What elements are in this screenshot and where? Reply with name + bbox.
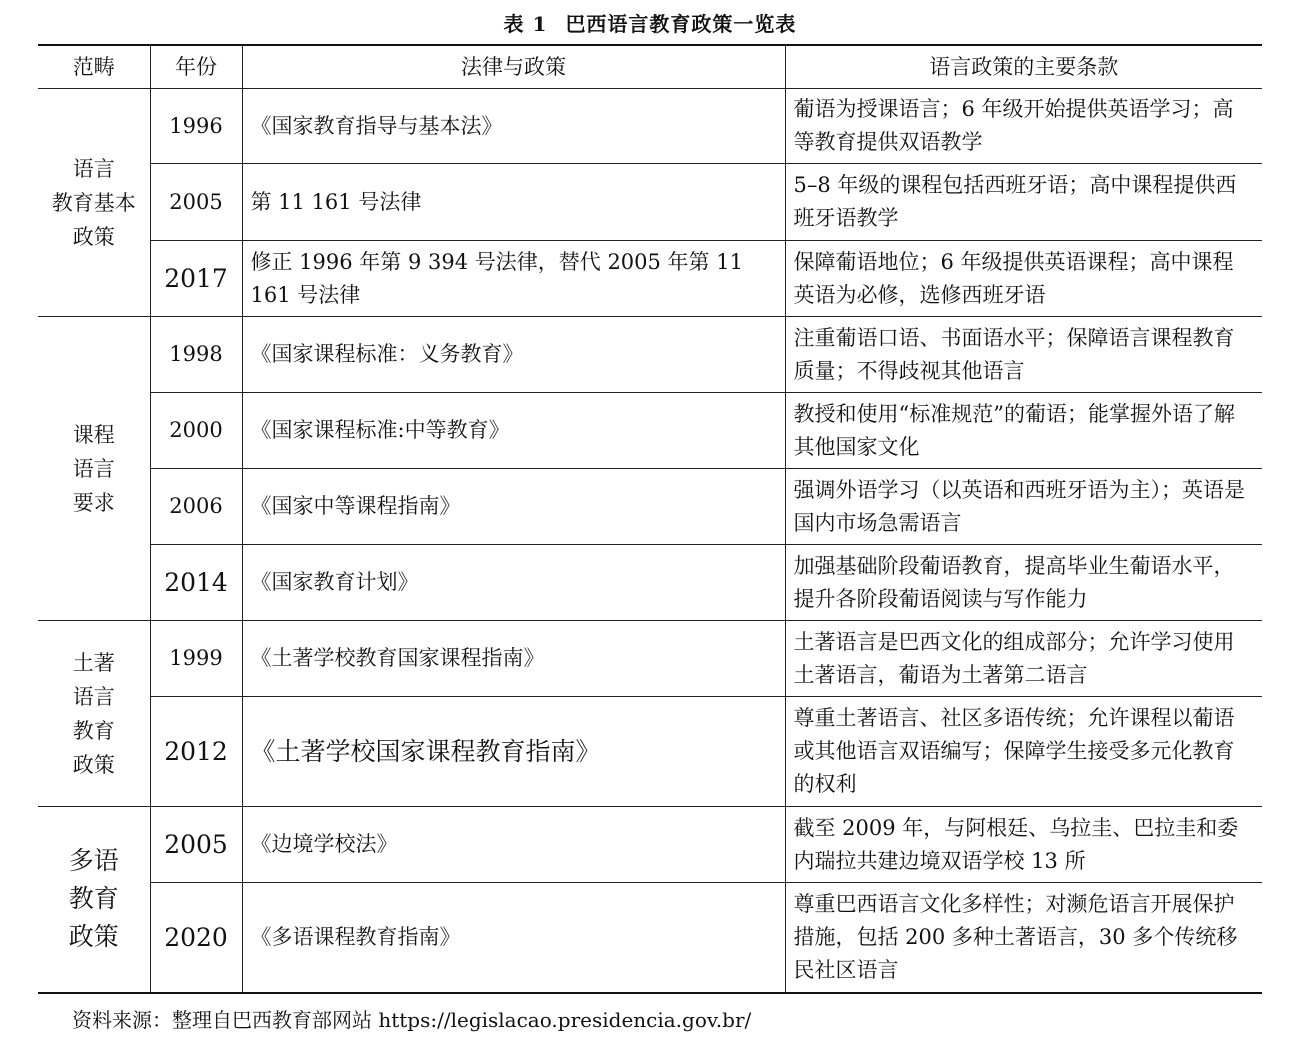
- category-cell: 土著 语言 教育 政策: [38, 621, 150, 807]
- year-cell: 1998: [150, 317, 242, 393]
- table-row: [38, 317, 1262, 393]
- table-row: [38, 545, 1262, 621]
- terms-cell: 加强基础阶段葡语教育，提高毕业生葡语水平，提升各阶段葡语阅读与写作能力: [785, 545, 1262, 621]
- law-cell: 《国家课程标准:中等教育》: [242, 393, 785, 469]
- year-cell: 2020: [150, 883, 242, 993]
- law-cell: 修正 1996 年第 9 394 号法律，替代 2005 年第 11 161 号法律: [242, 241, 785, 317]
- table-row: [38, 621, 1262, 697]
- terms-cell: 5–8 年级的课程包括西班牙语；高中课程提供西班牙语教学: [785, 164, 1262, 241]
- year-cell: 1996: [150, 89, 242, 164]
- law-cell: 《国家教育指导与基本法》: [242, 89, 785, 164]
- year-cell: 2014: [150, 545, 242, 621]
- terms-cell: 土著语言是巴西文化的组成部分；允许学习使用土著语言，葡语为土著第二语言: [785, 621, 1262, 697]
- policy-table: [38, 44, 1262, 994]
- year-cell: 2005: [150, 164, 242, 241]
- table-row: [38, 393, 1262, 469]
- terms-cell: 注重葡语口语、书面语水平；保障语言课程教育质量；不得歧视其他语言: [785, 317, 1262, 393]
- year-cell: 1999: [150, 621, 242, 697]
- table-caption: [0, 8, 1300, 37]
- law-cell: 《土著学校国家课程教育指南》: [242, 697, 785, 807]
- category-cell: 课程 语言 要求: [38, 317, 150, 621]
- table-number: 表 1: [503, 12, 548, 36]
- source-note: 资料来源：整理自巴西教育部网站 https://legislacao.presidencia.gov.br/: [72, 1008, 752, 1032]
- table-row: [38, 697, 1262, 807]
- year-cell: 2012: [150, 697, 242, 807]
- table-row: [38, 469, 1262, 545]
- year-cell: 2005: [150, 807, 242, 883]
- terms-cell: 教授和使用“标准规范”的葡语；能掌握外语了解其他国家文化: [785, 393, 1262, 469]
- law-cell: 《多语课程教育指南》: [242, 883, 785, 993]
- year-cell: 2006: [150, 469, 242, 545]
- table-row: [38, 807, 1262, 883]
- table-row: [38, 883, 1262, 993]
- header-year: 年份: [150, 45, 242, 89]
- law-cell: 《国家课程标准：义务教育》: [242, 317, 785, 393]
- table-row: [38, 241, 1262, 317]
- table-row: [38, 89, 1262, 164]
- law-cell: 《土著学校教育国家课程指南》: [242, 621, 785, 697]
- category-cell: 语言 教育基本 政策: [38, 89, 150, 317]
- terms-cell: 保障葡语地位；6 年级提供英语课程；高中课程英语为必修，选修西班牙语: [785, 241, 1262, 317]
- header-category: 范畴: [38, 45, 150, 89]
- terms-cell: 葡语为授课语言；6 年级开始提供英语学习；高等教育提供双语教学: [785, 89, 1262, 164]
- law-cell: 《国家中等课程指南》: [242, 469, 785, 545]
- year-cell: 2017: [150, 241, 242, 317]
- header-row: [38, 45, 1262, 89]
- header-terms: 语言政策的主要条款: [785, 45, 1262, 89]
- terms-cell: 尊重巴西语言文化多样性；对濒危语言开展保护措施，包括 200 多种土著语言，30 多个传统移民社区语言: [785, 883, 1262, 993]
- terms-cell: 截至 2009 年，与阿根廷、乌拉圭、巴拉圭和委内瑞拉共建边境双语学校 13 所: [785, 807, 1262, 883]
- law-cell: 第 11 161 号法律: [242, 164, 785, 241]
- law-cell: 《国家教育计划》: [242, 545, 785, 621]
- year-cell: 2000: [150, 393, 242, 469]
- law-cell: 《边境学校法》: [242, 807, 785, 883]
- table-row: [38, 164, 1262, 241]
- table-title: 巴西语言教育政策一览表: [565, 12, 797, 36]
- terms-cell: 强调外语学习（以英语和西班牙语为主）；英语是国内市场急需语言: [785, 469, 1262, 545]
- category-cell: 多语 教育 政策: [38, 807, 150, 993]
- header-law: 法律与政策: [242, 45, 785, 89]
- terms-cell: 尊重土著语言、社区多语传统；允许课程以葡语或其他语言双语编写；保障学生接受多元化教育的权利: [785, 697, 1262, 807]
